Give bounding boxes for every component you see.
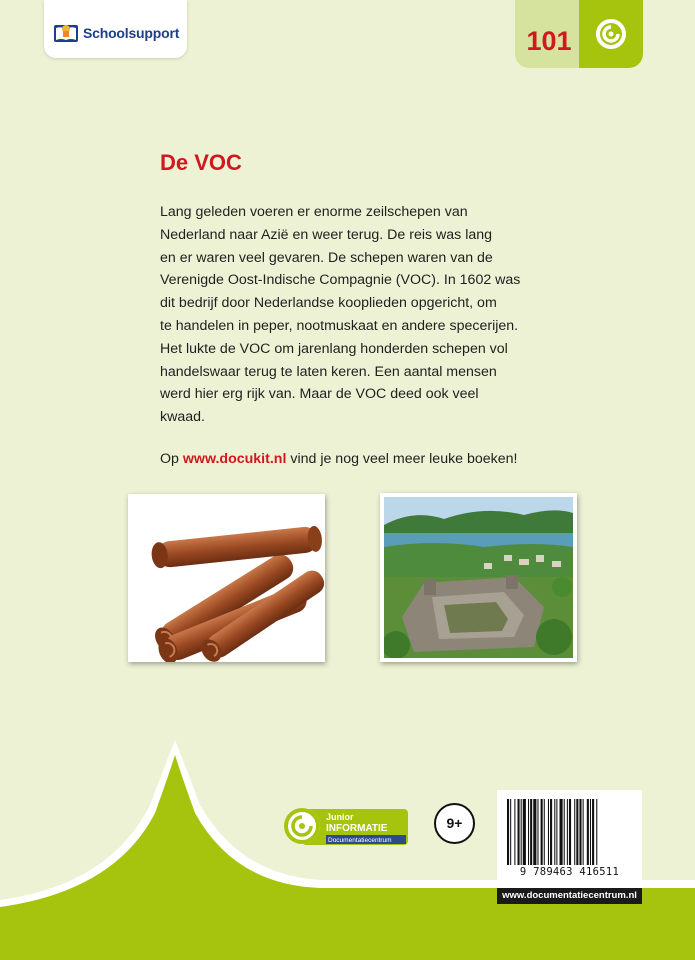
barcode-bar <box>574 799 575 865</box>
junior-logo-line2: INFORMATIE <box>326 823 388 834</box>
series-icon-panel <box>579 0 643 68</box>
body-line: Nederland naar Azië en weer terug. De reis was lang <box>160 226 493 243</box>
barcode-bar <box>554 799 555 865</box>
docukit-link[interactable]: www.docukit.nl <box>182 451 287 467</box>
barcode-bar <box>587 799 589 865</box>
publisher-url: www.documentatiecentrum.nl <box>497 888 642 904</box>
body-line: te handelen in peper, nootmuskaat en andere specerijen. <box>160 317 519 334</box>
age-label: 9+ <box>446 815 463 831</box>
barcode-bar <box>590 799 591 865</box>
book-crest-icon <box>53 22 79 44</box>
barcode-bar <box>596 799 597 865</box>
barcode-bar <box>521 799 522 865</box>
barcode-bar <box>592 799 594 865</box>
body-line: handelswaar terug te laten keren. Een aantal mensen <box>160 363 497 380</box>
junior-logo-line3: Documentatiecentrum <box>328 837 392 844</box>
barcode-bar <box>528 799 529 865</box>
body-line: Het lukte de VOC om jarenlang honderden schepen vol <box>160 340 508 357</box>
age-badge <box>434 803 475 844</box>
barcode-bar <box>583 799 584 865</box>
barcode-bar <box>550 799 552 865</box>
promo-prefix: Op <box>160 451 183 467</box>
series-number-badge <box>515 0 643 68</box>
cinnamon-sticks-illustration <box>128 494 325 662</box>
series-number: 101 <box>526 26 572 56</box>
page-title: De VOC <box>160 150 242 175</box>
barcode-bar <box>541 799 543 865</box>
barcode <box>497 790 642 887</box>
barcode-bar <box>569 799 571 865</box>
body-line: Lang geleden voeren er enorme zeilschepen van <box>160 204 468 220</box>
junior-informatie-badge <box>282 805 408 847</box>
spiral-icon <box>595 18 627 50</box>
body-line: dit bedrijf door Nederlandse kooplieden opgericht, om <box>160 295 497 312</box>
barcode-bar <box>548 799 549 865</box>
body-line: en er waren veel gevaren. De schepen waren van de <box>160 249 493 266</box>
promo-line <box>160 448 580 470</box>
cinnamon-photo <box>128 494 325 662</box>
barcode-bar <box>564 799 565 865</box>
body-line: Verenigde Oost-Indische Compagnie (VOC). In 1602 was <box>160 272 521 289</box>
junior-informatie-logo <box>282 805 408 847</box>
barcode-bar <box>514 799 515 865</box>
brand-name: Schoolsupport <box>83 25 180 41</box>
barcode-bar <box>518 799 520 865</box>
promo-suffix: vind je nog veel meer leuke boeken! <box>286 451 518 467</box>
barcode-bar <box>560 799 563 865</box>
barcode-bar <box>567 799 568 865</box>
barcode-bar <box>510 799 511 865</box>
body-paragraph <box>160 201 560 429</box>
body-line: kwaad. <box>160 409 205 426</box>
barcode-bar <box>544 799 545 865</box>
barcode-bar <box>530 799 532 865</box>
barcode-bar <box>537 799 538 865</box>
barcode-bar <box>523 799 526 865</box>
junior-logo-line1: Junior <box>326 812 354 822</box>
barcode-bar <box>576 799 578 865</box>
barcode-bar <box>556 799 557 865</box>
body-line: werd hier erg rijk van. Maar de VOC deed ook veel <box>160 386 479 403</box>
barcode-bar <box>533 799 536 865</box>
barcode-bars <box>507 799 632 865</box>
fort-landscape-illustration <box>384 497 573 658</box>
barcode-bar <box>579 799 581 865</box>
schoolsupport-logo <box>44 0 187 58</box>
isbn-number: 9 789463 416511 <box>519 866 620 878</box>
barcode-bar <box>507 799 509 865</box>
fort-photo <box>380 493 577 662</box>
